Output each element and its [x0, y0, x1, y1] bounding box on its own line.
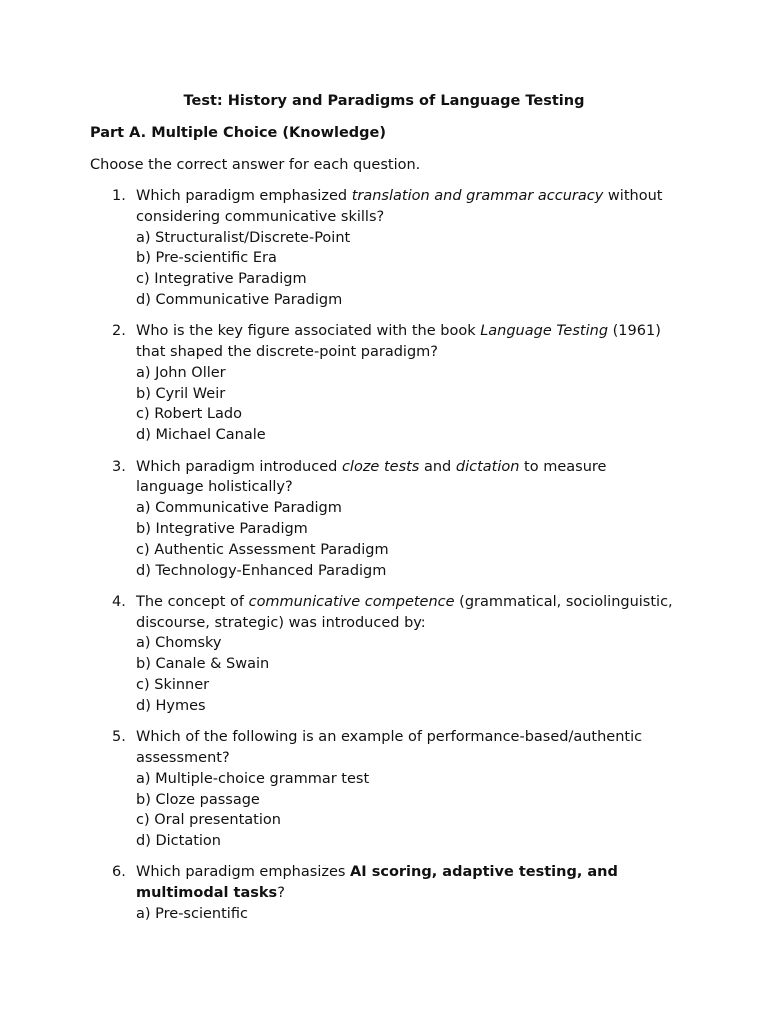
- question-number: 1.: [112, 188, 126, 204]
- question-emphasis: Language Testing: [480, 323, 609, 340]
- question-text: [136, 592, 678, 634]
- question-number: 2.: [112, 323, 126, 340]
- option-b: b) Pre-scientific Era: [136, 250, 277, 267]
- document-title: Test: History and Paradigms of Language Testing: [183, 93, 585, 109]
- option-a: a) Structuralist/Discrete-Point: [136, 229, 351, 246]
- question-3: [0, 457, 768, 582]
- question-emphasis: cloze tests: [341, 458, 420, 475]
- option-d: d) Technology-Enhanced Paradigm: [136, 562, 387, 579]
- question-4: [0, 592, 768, 717]
- option-d: d) Michael Canale: [136, 427, 266, 444]
- question-6: [0, 862, 768, 924]
- option-b: b) Canale & Swain: [136, 656, 270, 673]
- option-b: b) Cyril Weir: [136, 385, 226, 402]
- question-text-part: Who is the key figure associated with the book: [136, 323, 481, 340]
- option-a: a) Pre-scientific: [136, 906, 248, 922]
- question-text-part: Which paradigm emphasized: [136, 188, 352, 204]
- option-b: b) Integrative Paradigm: [136, 520, 308, 537]
- question-5: [0, 727, 768, 852]
- question-emphasis: translation and grammar accuracy: [351, 188, 604, 204]
- question-text-part: Which paradigm emphasizes: [136, 864, 351, 881]
- question-text-part: to measure language holistically?: [136, 458, 607, 496]
- question-2: [0, 321, 768, 446]
- question-text: Which of the following is an example of performance-based/authentic assessment?: [136, 729, 643, 766]
- option-d: d) Hymes: [136, 697, 206, 714]
- question-list: [0, 186, 768, 935]
- question-number: 4.: [112, 593, 126, 610]
- question-text: [136, 186, 678, 228]
- instructions: Choose the correct answer for each question.: [90, 157, 421, 173]
- question-number: 5.: [112, 729, 126, 746]
- option-c: c) Robert Lado: [136, 406, 242, 423]
- question-text-part: ?: [277, 885, 285, 902]
- question-number: 3.: [112, 458, 126, 475]
- question-text-part: The concept of: [136, 593, 249, 610]
- option-c: c) Skinner: [136, 677, 210, 694]
- option-a: a) Communicative Paradigm: [136, 500, 342, 517]
- option-d: d) Communicative Paradigm: [136, 291, 343, 308]
- option-a: a) John Oller: [136, 364, 226, 381]
- option-b: b) Cloze passage: [136, 791, 260, 808]
- option-a: a) Chomsky: [136, 635, 222, 652]
- option-c: c) Oral presentation: [136, 812, 281, 829]
- part-heading: Part A. Multiple Choice (Knowledge): [90, 125, 386, 141]
- option-a: a) Multiple-choice grammar test: [136, 770, 370, 787]
- question-number: 6.: [112, 864, 126, 881]
- option-c: c) Authentic Assessment Paradigm: [136, 541, 389, 558]
- question-text-part: (grammatical, sociolinguistic, discourse, strategic) was introduced by:: [136, 593, 673, 631]
- option-c: c) Integrative Paradigm: [136, 271, 307, 288]
- question-text-part: without considering communicative skills?: [136, 188, 663, 225]
- question-text-part: Which paradigm introduced: [136, 458, 342, 475]
- option-d: d) Dictation: [136, 833, 221, 850]
- question-emphasis: communicative competence: [248, 593, 455, 610]
- question-text: [136, 862, 678, 904]
- question-1: [0, 186, 768, 311]
- question-text: [136, 457, 678, 499]
- question-text-part: (1961) that shaped the discrete-point paradigm?: [136, 323, 661, 361]
- question-text: [136, 321, 678, 363]
- question-text-part: and: [419, 458, 456, 475]
- question-bold: AI scoring, adaptive testing, and multimodal tasks: [136, 864, 618, 902]
- question-emphasis: dictation: [455, 458, 520, 475]
